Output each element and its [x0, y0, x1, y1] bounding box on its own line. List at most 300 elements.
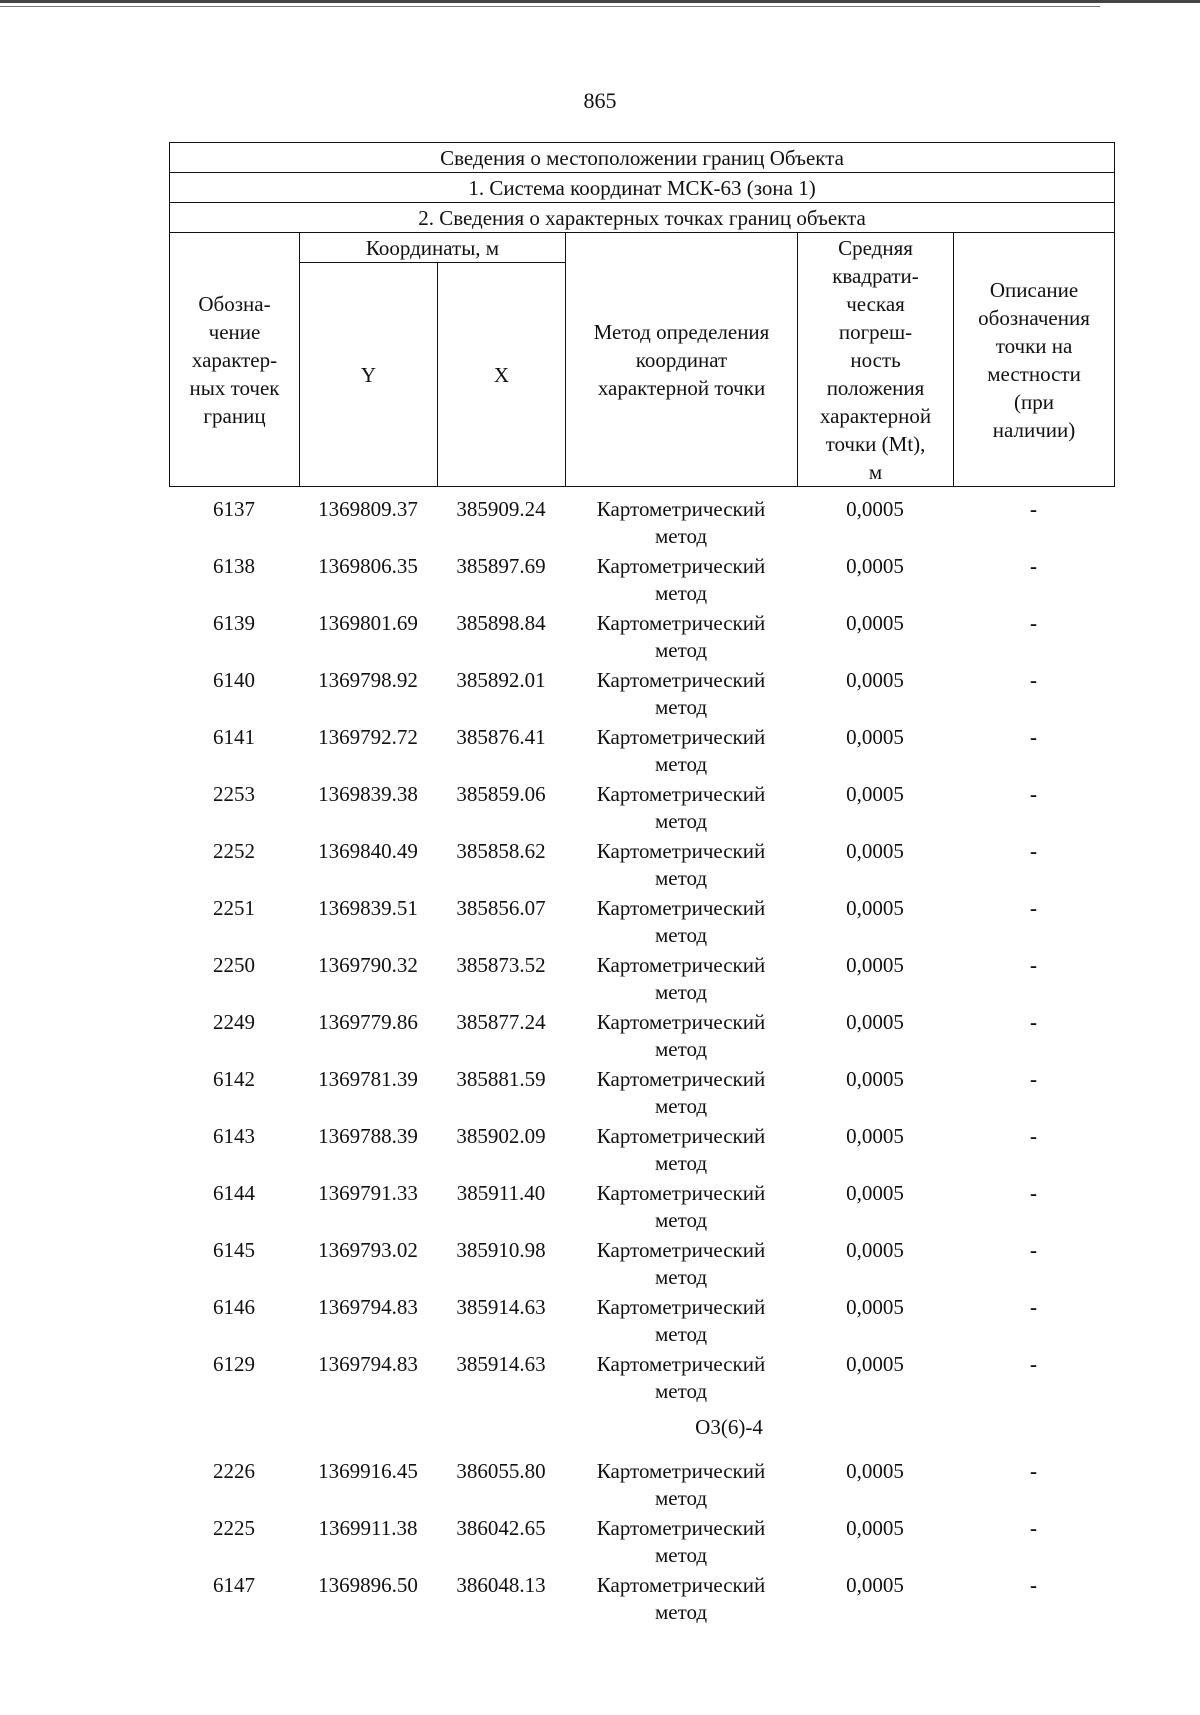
method-cell-text: Картометрический: [596, 1352, 766, 1376]
coord-x-cell: [437, 1180, 565, 1237]
description-cell-text: -: [1030, 1516, 1037, 1540]
description-cell: [953, 553, 1114, 610]
coord-x-cell: [437, 838, 565, 895]
mt-cell: [797, 553, 953, 610]
mt-cell: [797, 952, 953, 1009]
coord-y-cell-text: 1369839.51: [318, 896, 418, 920]
coord-x-cell-text: 385914.63: [456, 1295, 546, 1319]
header-line: координат: [635, 347, 728, 372]
point-id-cell: [169, 1351, 299, 1408]
header-line: ческая: [846, 291, 905, 316]
mt-cell: [797, 667, 953, 724]
description-cell: [953, 1458, 1114, 1515]
method-line2-text: метод: [654, 1094, 708, 1118]
description-cell-text: -: [1030, 725, 1037, 749]
coord-x-cell: [437, 781, 565, 838]
description-cell-text: -: [1030, 896, 1037, 920]
coord-x-cell-text: 385914.63: [456, 1352, 546, 1376]
header-line: точки на: [995, 333, 1073, 358]
header-line: наличии): [992, 417, 1076, 442]
description-cell: [953, 496, 1114, 553]
mt-cell-text: 0,0005: [846, 497, 904, 521]
method-cell: [565, 1572, 797, 1629]
mt-cell: [797, 1066, 953, 1123]
coord-x-cell-text: 385911.40: [456, 1181, 546, 1205]
method-cell-text: Картометрический: [596, 668, 766, 692]
method-cell: [565, 1123, 797, 1180]
coord-x-cell-text: 385902.09: [456, 1124, 546, 1148]
table-row: [169, 781, 1114, 838]
coord-x-cell: [437, 1123, 565, 1180]
point-id-cell: [169, 1572, 299, 1629]
method-cell-text: Картометрический: [596, 1124, 766, 1148]
method-line2-text: метод: [654, 1486, 708, 1510]
method-line2-text: метод: [654, 695, 708, 719]
coord-y-cell: [299, 952, 437, 1009]
mt-cell: [797, 895, 953, 952]
coord-x-cell: [437, 1009, 565, 1066]
mt-cell-text: 0,0005: [846, 1010, 904, 1034]
col-header-error: [798, 233, 954, 487]
description-cell: [953, 1515, 1114, 1572]
coord-x-cell-text: 386042.65: [456, 1516, 546, 1540]
description-cell-text: -: [1030, 1181, 1037, 1205]
coord-y-cell: [299, 1066, 437, 1123]
method-cell-text: Картометрический: [596, 1238, 766, 1262]
table-row: [169, 1515, 1114, 1572]
coord-y-cell: [299, 610, 437, 667]
table-row: [169, 1458, 1114, 1515]
method-line2-text: метод: [654, 809, 708, 833]
coord-y-cell: [299, 781, 437, 838]
table-row: [169, 1066, 1114, 1123]
mt-cell: [797, 724, 953, 781]
coord-x-cell-text: 385898.84: [456, 611, 546, 635]
coord-y-cell: [299, 1515, 437, 1572]
table-row: [169, 1351, 1114, 1408]
mt-cell-text: 0,0005: [846, 1067, 904, 1091]
header-line: м: [868, 459, 883, 484]
header-line: местности: [987, 361, 1081, 386]
point-id-cell-text: 6138: [213, 554, 255, 578]
col-header-coords: Координаты, м: [300, 233, 566, 263]
point-id-cell: [169, 553, 299, 610]
coord-x-cell: [437, 553, 565, 610]
method-cell: [565, 838, 797, 895]
mt-cell: [797, 1180, 953, 1237]
coord-x-cell-text: 385909.24: [456, 497, 546, 521]
coord-y-cell-text: 1369809.37: [318, 497, 418, 521]
point-id-cell: [169, 1009, 299, 1066]
mt-cell-text: 0,0005: [846, 1459, 904, 1483]
point-id-cell: [169, 1515, 299, 1572]
description-cell-text: -: [1030, 1573, 1037, 1597]
mt-cell: [797, 610, 953, 667]
table-row: [169, 610, 1114, 667]
header-line: чение: [208, 319, 261, 344]
coord-y-cell-text: 1369806.35: [318, 554, 418, 578]
coord-x-cell: [437, 1572, 565, 1629]
method-line2-text: метод: [654, 1151, 708, 1175]
table-row: [169, 895, 1114, 952]
method-line2-text: метод: [654, 866, 708, 890]
point-id-cell-text: 2252: [213, 839, 255, 863]
mt-cell: [797, 838, 953, 895]
page-number: 865: [583, 88, 617, 113]
description-cell: [953, 667, 1114, 724]
description-cell-text: -: [1030, 953, 1037, 977]
method-cell: [565, 1351, 797, 1408]
mt-cell: [797, 1351, 953, 1408]
description-cell-text: -: [1030, 554, 1037, 578]
point-id-cell-text: 6142: [213, 1067, 255, 1091]
mt-cell-text: 0,0005: [846, 1295, 904, 1319]
coord-x-cell: [437, 1237, 565, 1294]
method-cell-text: Картометрический: [596, 725, 766, 749]
mt-cell-text: 0,0005: [846, 1573, 904, 1597]
coord-x-cell-text: 385858.62: [456, 839, 546, 863]
method-cell: [565, 1515, 797, 1572]
coord-x-cell: [437, 724, 565, 781]
point-id-cell: [169, 1237, 299, 1294]
mt-cell: [797, 1458, 953, 1515]
point-id-cell: [169, 724, 299, 781]
coord-y-cell: [299, 1294, 437, 1351]
description-cell-text: -: [1030, 611, 1037, 635]
table-row: [169, 553, 1114, 610]
method-cell: [565, 496, 797, 553]
header-line: характерной: [819, 403, 932, 428]
coord-y-cell-text: 1369790.32: [318, 953, 418, 977]
coord-x-cell: [437, 667, 565, 724]
method-cell: [565, 1294, 797, 1351]
description-cell-text: -: [1030, 839, 1037, 863]
method-line2-text: метод: [654, 581, 708, 605]
method-line2-text: метод: [654, 1265, 708, 1289]
col-header-point: [170, 233, 300, 487]
coord-x-cell: [437, 1351, 565, 1408]
method-line2-text: метод: [654, 638, 708, 662]
point-id-cell-text: 2253: [213, 782, 255, 806]
coord-y-cell: [299, 1123, 437, 1180]
mt-cell-text: 0,0005: [846, 1238, 904, 1262]
point-id-cell-text: 2251: [213, 896, 255, 920]
coord-y-cell: [299, 1351, 437, 1408]
point-id-cell-text: 6145: [213, 1238, 255, 1262]
mt-cell: [797, 1237, 953, 1294]
method-line2-text: метод: [654, 923, 708, 947]
method-line2-text: метод: [654, 980, 708, 1004]
point-id-cell: [169, 1458, 299, 1515]
section-row: [169, 1408, 1114, 1458]
method-line2-text: метод: [654, 1037, 708, 1061]
coord-y-cell-text: 1369794.83: [318, 1295, 418, 1319]
header-line: точки (Mt),: [825, 431, 926, 456]
method-line2-text: метод: [654, 1379, 708, 1403]
point-id-cell-text: 6129: [213, 1352, 255, 1376]
mt-cell-text: 0,0005: [846, 896, 904, 920]
method-cell: [565, 1066, 797, 1123]
method-cell: [565, 895, 797, 952]
method-cell: [565, 1237, 797, 1294]
method-cell-text: Картометрический: [596, 1459, 766, 1483]
coordinate-system: 1. Система координат МСК-63 (зона 1): [170, 173, 1115, 203]
method-cell: [565, 1009, 797, 1066]
point-id-cell-text: 6139: [213, 611, 255, 635]
header-line: Средняя: [838, 235, 913, 260]
header-line: Обозна-: [198, 291, 271, 316]
point-id-cell-text: 2249: [213, 1010, 255, 1034]
coord-y-cell-text: 1369916.45: [318, 1459, 418, 1483]
method-line2-text: метод: [654, 1543, 708, 1567]
header-line: квадрати-: [832, 263, 919, 288]
mt-cell-text: 0,0005: [846, 1124, 904, 1148]
description-cell: [953, 724, 1114, 781]
coord-x-cell-text: 385876.41: [456, 725, 546, 749]
description-cell-text: -: [1030, 1459, 1037, 1483]
method-cell: [565, 781, 797, 838]
method-cell-text: Картометрический: [596, 1181, 766, 1205]
coord-y-cell-text: 1369896.50: [318, 1573, 418, 1597]
coord-x-cell: [437, 1294, 565, 1351]
point-id-cell: [169, 781, 299, 838]
method-cell-text: Картометрический: [596, 1573, 766, 1597]
method-line2-text: метод: [654, 752, 708, 776]
coord-y-cell-text: 1369792.72: [318, 725, 418, 749]
description-cell: [953, 952, 1114, 1009]
mt-cell-text: 0,0005: [846, 611, 904, 635]
col-header-y: Y: [300, 263, 438, 487]
coord-x-cell-text: 385881.59: [456, 1067, 546, 1091]
coord-x-cell-text: 385859.06: [456, 782, 546, 806]
method-cell: [565, 952, 797, 1009]
mt-cell-text: 0,0005: [846, 953, 904, 977]
coord-y-cell: [299, 838, 437, 895]
coord-y-cell: [299, 895, 437, 952]
description-cell: [953, 1180, 1114, 1237]
header-line: ность: [850, 347, 901, 372]
point-id-cell-text: 2225: [213, 1516, 255, 1540]
method-cell-text: Картометрический: [596, 1295, 766, 1319]
mt-cell-text: 0,0005: [846, 839, 904, 863]
header-line: (при: [1014, 389, 1055, 414]
mt-cell: [797, 1294, 953, 1351]
point-id-cell: [169, 952, 299, 1009]
header-line: характер-: [191, 347, 278, 372]
description-cell: [953, 1351, 1114, 1408]
coord-y-cell-text: 1369794.83: [318, 1352, 418, 1376]
description-cell-text: -: [1030, 1010, 1037, 1034]
point-id-cell: [169, 1294, 299, 1351]
mt-cell: [797, 781, 953, 838]
description-cell-text: -: [1030, 497, 1037, 521]
description-cell-text: -: [1030, 668, 1037, 692]
table-row: [169, 952, 1114, 1009]
point-id-cell-text: 2226: [213, 1459, 255, 1483]
section-heading: 2. Сведения о характерных точках границ объекта: [170, 203, 1115, 233]
point-id-cell: [169, 496, 299, 553]
mt-cell: [797, 1123, 953, 1180]
coord-y-cell: [299, 1180, 437, 1237]
table-title: Сведения о местоположении границ Объекта: [170, 143, 1115, 173]
point-id-cell-text: 6143: [213, 1124, 255, 1148]
header-table: [169, 142, 1115, 487]
scan-edge-line: [0, 6, 1100, 7]
header-line: Метод определения: [593, 319, 770, 344]
method-cell: [565, 610, 797, 667]
header-line: границ: [203, 403, 266, 428]
point-id-cell: [169, 1123, 299, 1180]
method-cell-text: Картометрический: [596, 1067, 766, 1091]
method-line2-text: метод: [654, 1600, 708, 1624]
description-cell-text: -: [1030, 1352, 1037, 1376]
method-cell: [565, 1458, 797, 1515]
description-cell: [953, 1009, 1114, 1066]
col-header-method: [566, 233, 798, 487]
header-line: Описание: [989, 277, 1079, 302]
coord-x-cell-text: 385897.69: [456, 554, 546, 578]
header-line: положения: [826, 375, 925, 400]
table-row: [169, 1572, 1114, 1629]
coord-y-cell-text: 1369788.39: [318, 1124, 418, 1148]
header-line: обозначения: [978, 305, 1090, 330]
method-cell: [565, 1180, 797, 1237]
coord-y-cell-text: 1369791.33: [318, 1181, 418, 1205]
point-id-cell: [169, 1066, 299, 1123]
coord-y-cell-text: 1369911.38: [318, 1516, 418, 1540]
method-cell-text: Картометрический: [596, 554, 766, 578]
coordinates-table-body: [169, 496, 1114, 1629]
point-id-cell: [169, 667, 299, 724]
mt-cell-text: 0,0005: [846, 725, 904, 749]
coord-y-cell-text: 1369793.02: [318, 1238, 418, 1262]
mt-cell-text: 0,0005: [846, 554, 904, 578]
description-cell: [953, 1123, 1114, 1180]
coord-x-cell-text: 385873.52: [456, 953, 546, 977]
mt-cell: [797, 496, 953, 553]
coord-x-cell-text: 385877.24: [456, 1010, 546, 1034]
method-line2-text: метод: [654, 524, 708, 548]
point-id-cell: [169, 1180, 299, 1237]
header-line: характерной точки: [597, 375, 766, 400]
point-id-cell-text: 6147: [213, 1573, 255, 1597]
method-cell-text: Картометрический: [596, 782, 766, 806]
point-id-cell: [169, 610, 299, 667]
mt-cell-text: 0,0005: [846, 1352, 904, 1376]
method-cell-text: Картометрический: [596, 611, 766, 635]
mt-cell-text: 0,0005: [846, 1516, 904, 1540]
method-cell-text: Картометрический: [596, 497, 766, 521]
coord-y-cell: [299, 1237, 437, 1294]
coord-y-cell: [299, 1458, 437, 1515]
coord-y-cell-text: 1369839.38: [318, 782, 418, 806]
coord-x-cell: [437, 610, 565, 667]
col-header-description: [954, 233, 1115, 487]
coord-y-cell-text: 1369779.86: [318, 1010, 418, 1034]
description-cell: [953, 781, 1114, 838]
description-cell-text: -: [1030, 1124, 1037, 1148]
coord-x-cell-text: 385910.98: [456, 1238, 546, 1262]
header-line: ных точек: [189, 375, 280, 400]
coord-y-cell: [299, 496, 437, 553]
coord-y-cell: [299, 1009, 437, 1066]
description-cell: [953, 1294, 1114, 1351]
point-id-cell-text: 2250: [213, 953, 255, 977]
mt-cell: [797, 1515, 953, 1572]
header-line: погреш-: [838, 319, 913, 344]
scan-edge-line: [0, 0, 1200, 3]
table-row: [169, 667, 1114, 724]
method-line2-text: метод: [654, 1208, 708, 1232]
coord-x-cell: [437, 1066, 565, 1123]
mt-cell: [797, 1572, 953, 1629]
coord-x-cell: [437, 952, 565, 1009]
description-cell-text: -: [1030, 782, 1037, 806]
coord-x-cell: [437, 1515, 565, 1572]
method-cell: [565, 724, 797, 781]
point-id-cell-text: 6146: [213, 1295, 255, 1319]
description-cell: [953, 610, 1114, 667]
coord-y-cell-text: 1369840.49: [318, 839, 418, 863]
mt-cell-text: 0,0005: [846, 668, 904, 692]
point-id-cell-text: 6137: [213, 497, 255, 521]
table-row: [169, 1237, 1114, 1294]
section-label: О3(6)-4: [695, 1415, 763, 1439]
coord-x-cell-text: 386055.80: [456, 1459, 546, 1483]
method-cell: [565, 553, 797, 610]
description-cell: [953, 1572, 1114, 1629]
coord-y-cell-text: 1369801.69: [318, 611, 418, 635]
description-cell: [953, 895, 1114, 952]
table-row: [169, 1123, 1114, 1180]
description-cell-text: -: [1030, 1067, 1037, 1091]
table-row: [169, 496, 1114, 553]
method-cell-text: Картометрический: [596, 896, 766, 920]
mt-cell-text: 0,0005: [846, 782, 904, 806]
method-cell-text: Картометрический: [596, 1010, 766, 1034]
coord-y-cell: [299, 1572, 437, 1629]
coord-x-cell-text: 385856.07: [456, 896, 546, 920]
description-cell: [953, 838, 1114, 895]
method-line2-text: метод: [654, 1322, 708, 1346]
coord-y-cell-text: 1369798.92: [318, 668, 418, 692]
mt-cell-text: 0,0005: [846, 1181, 904, 1205]
description-cell: [953, 1237, 1114, 1294]
coord-x-cell-text: 386048.13: [456, 1573, 546, 1597]
point-id-cell-text: 6144: [213, 1181, 255, 1205]
point-id-cell-text: 6141: [213, 725, 255, 749]
coord-x-cell: [437, 895, 565, 952]
coord-y-cell: [299, 553, 437, 610]
table-row: [169, 838, 1114, 895]
point-id-cell: [169, 895, 299, 952]
method-cell: [565, 667, 797, 724]
col-header-x: X: [438, 263, 566, 487]
table-row: [169, 1180, 1114, 1237]
coord-y-cell: [299, 724, 437, 781]
point-id-cell: [169, 838, 299, 895]
mt-cell: [797, 1009, 953, 1066]
description-cell-text: -: [1030, 1238, 1037, 1262]
coord-x-cell-text: 385892.01: [456, 668, 546, 692]
coord-y-cell-text: 1369781.39: [318, 1067, 418, 1091]
table-row: [169, 724, 1114, 781]
coord-x-cell: [437, 1458, 565, 1515]
description-cell: [953, 1066, 1114, 1123]
table-row: [169, 1009, 1114, 1066]
coord-y-cell: [299, 667, 437, 724]
table-row: [169, 1294, 1114, 1351]
